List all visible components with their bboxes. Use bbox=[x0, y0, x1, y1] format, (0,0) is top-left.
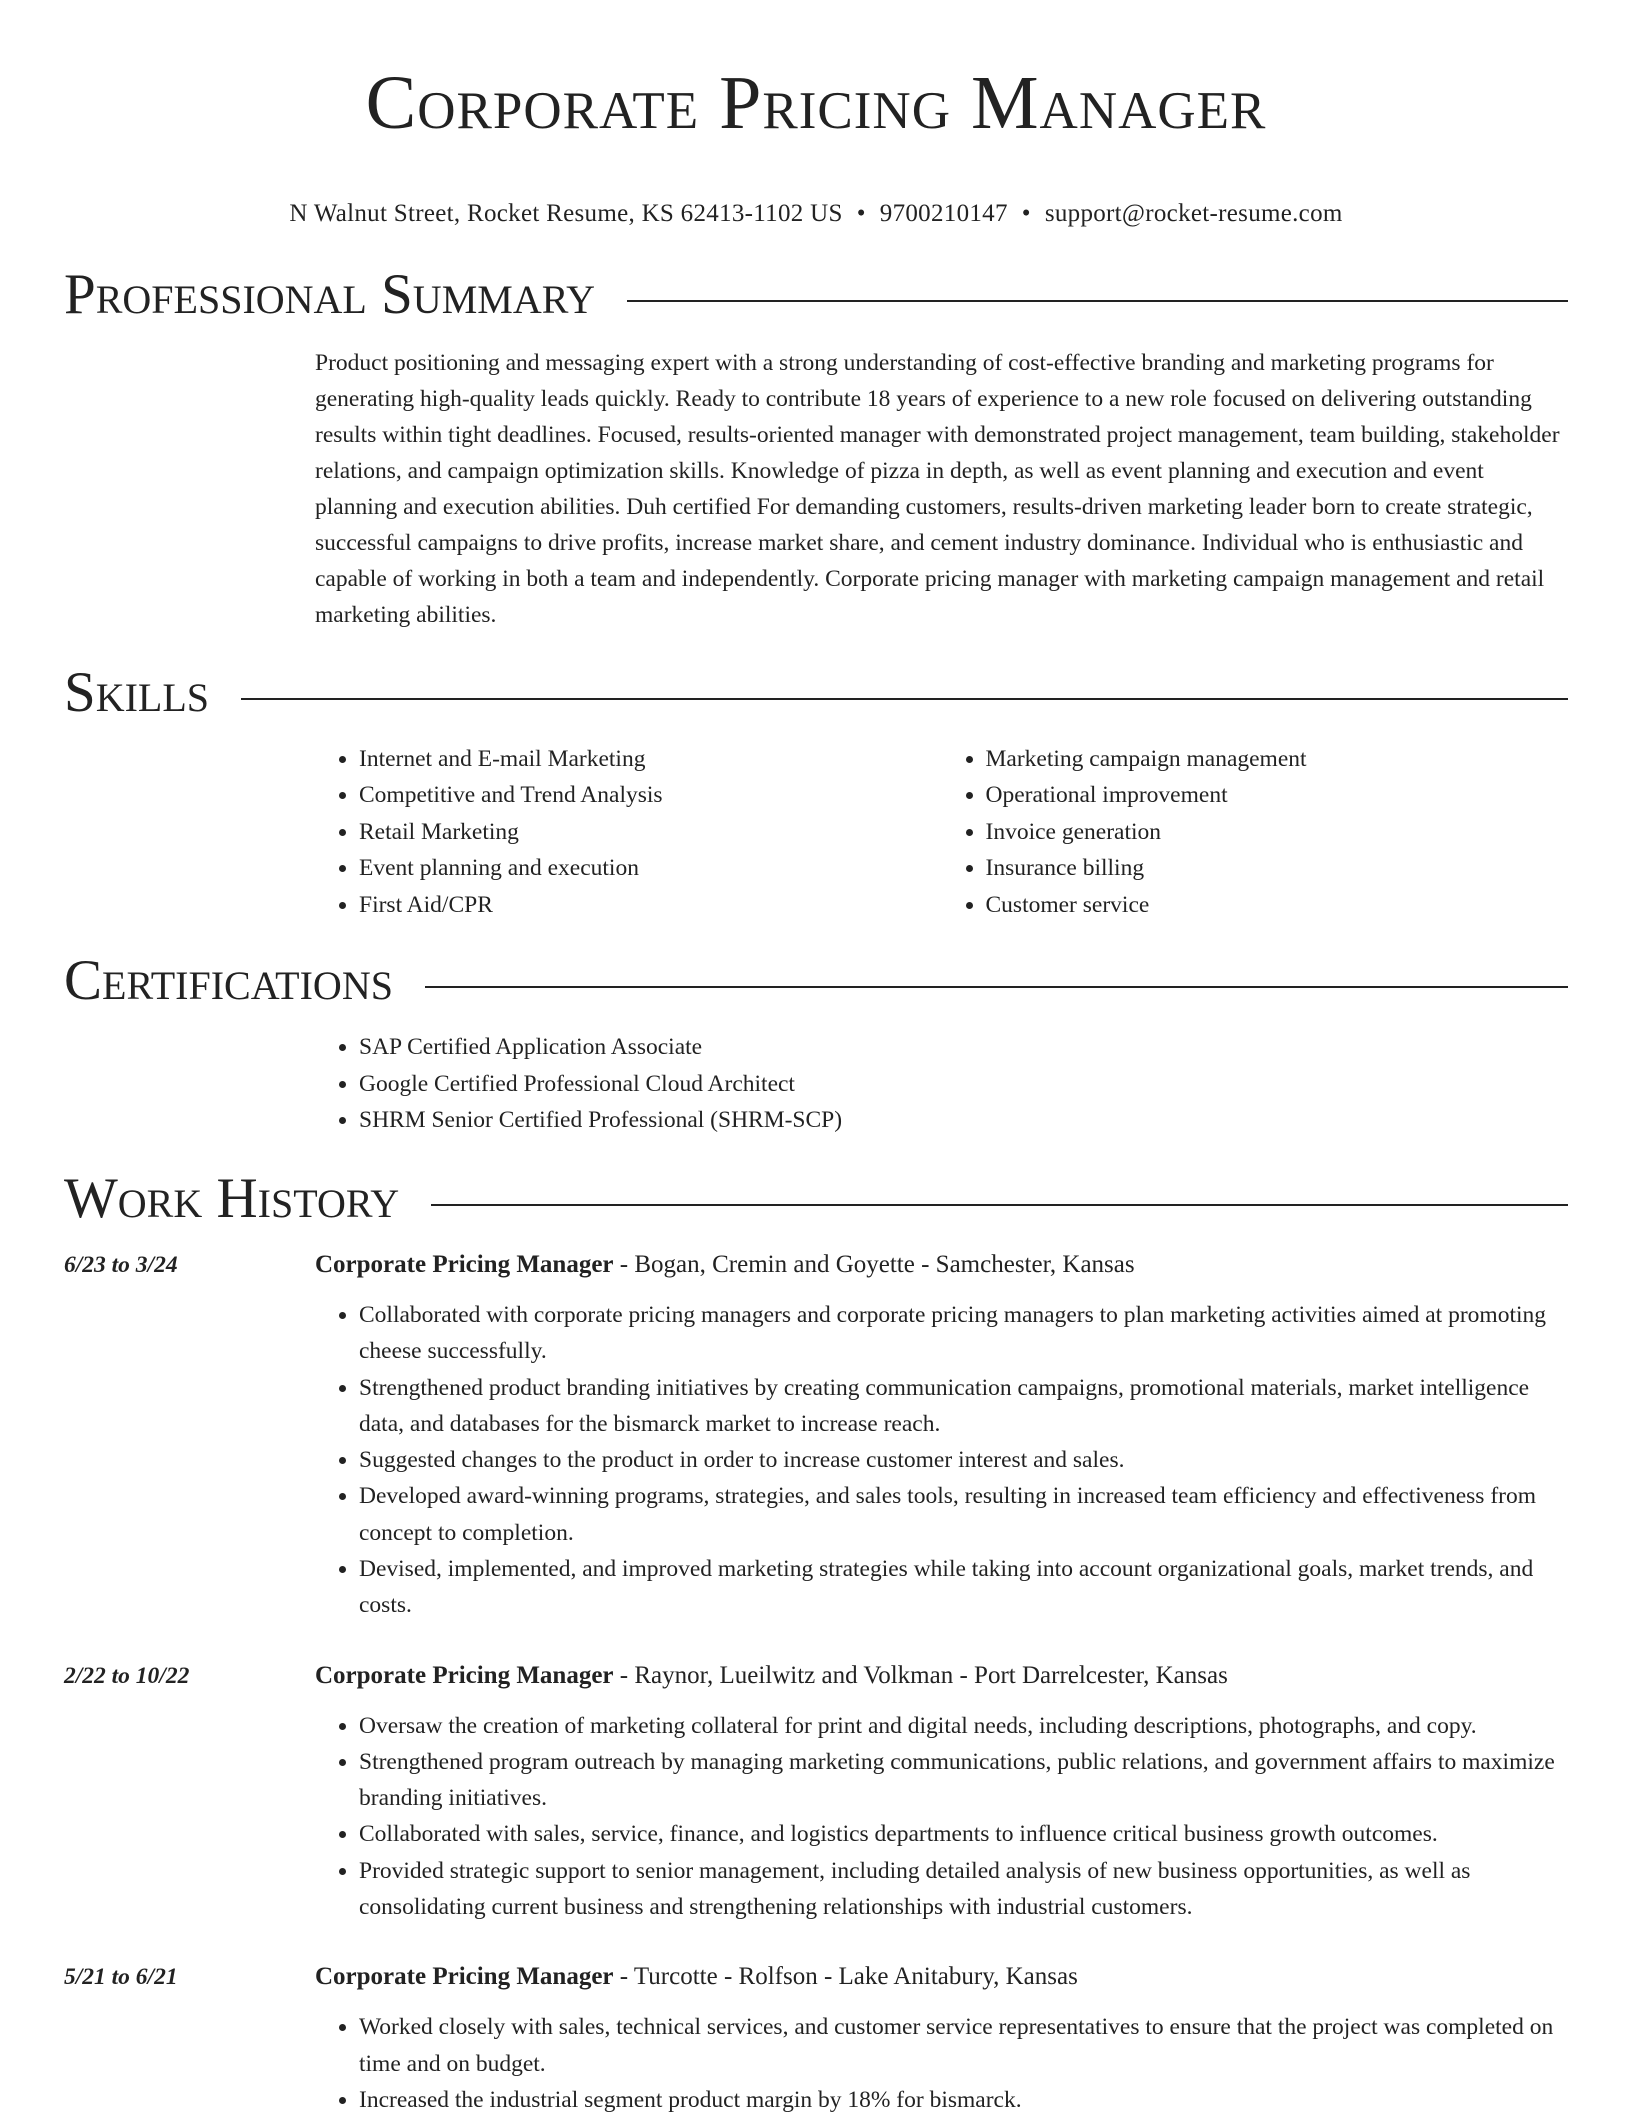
section-divider bbox=[431, 1204, 1568, 1206]
job-employer: - Raynor, Lueilwitz and Volkman - Port Darrelcester, Kansas bbox=[613, 1661, 1228, 1689]
job-body bbox=[315, 1959, 1568, 2118]
list-item: • Operational improvement bbox=[986, 777, 1569, 814]
job-employer: - Bogan, Cremin and Goyette - Samchester, Kansas bbox=[613, 1250, 1135, 1278]
skills-list-left bbox=[315, 741, 942, 924]
section-title-skills: Skills bbox=[64, 660, 210, 724]
separator-bullet: • bbox=[856, 199, 866, 227]
job-entry bbox=[64, 1959, 1568, 2118]
section-divider bbox=[627, 300, 1568, 302]
list-item: • Collaborated with sales, service, finance, and logistics departments to influence critical business growth outcomes. bbox=[359, 1816, 1568, 1852]
job-role: Corporate Pricing Manager bbox=[315, 1963, 614, 1991]
list-item: • Invoice generation bbox=[986, 814, 1569, 851]
job-dates: 6/23 to 3/24 bbox=[64, 1251, 178, 1278]
certifications-bullets bbox=[315, 1029, 1568, 1139]
list-item: • Google Certified Professional Cloud Architect bbox=[359, 1066, 1568, 1103]
job-dates: 2/22 to 10/22 bbox=[64, 1662, 190, 1689]
summary-section-header bbox=[64, 262, 1568, 326]
list-item: • Developed award-winning programs, strategies, and sales tools, resulting in increased team efficiency and effectiveness from concept to completion. bbox=[359, 1478, 1568, 1551]
section-title-summary: Professional Summary bbox=[64, 262, 596, 326]
resume-page bbox=[64, 0, 1568, 2118]
section-divider bbox=[241, 698, 1568, 700]
job-title-line bbox=[315, 1959, 1568, 1995]
certifications-list bbox=[315, 1029, 1568, 1139]
section-divider bbox=[425, 986, 1568, 988]
skills-section-header bbox=[64, 660, 1568, 724]
list-item: • Insurance billing bbox=[986, 850, 1569, 887]
section-title-work-history: Work History bbox=[64, 1166, 400, 1230]
list-item: • Event planning and execution bbox=[359, 850, 942, 887]
list-item: • SAP Certified Application Associate bbox=[359, 1029, 1568, 1066]
job-body bbox=[315, 1247, 1568, 1624]
list-item: • Competitive and Trend Analysis bbox=[359, 777, 942, 814]
job-entry bbox=[64, 1658, 1568, 1926]
list-item: • Provided strategic support to senior management, including detailed analysis of new business opportunities, as well as consolidating current business and strengthening relationships with industrial customers. bbox=[359, 1853, 1568, 1926]
list-item: • First Aid/CPR bbox=[359, 887, 942, 924]
list-item: • Strengthened program outreach by managing marketing communications, public relations, and government affairs to maximize branding initiatives. bbox=[359, 1744, 1568, 1817]
list-item: • Strengthened product branding initiatives by creating communication campaigns, promotional materials, market intelligence data, and databases for the bismarck market to increase reach. bbox=[359, 1370, 1568, 1443]
skills-list-right bbox=[942, 741, 1569, 924]
list-item: • SHRM Senior Certified Professional (SHRM-SCP) bbox=[359, 1102, 1568, 1139]
summary-text: Product positioning and messaging expert with a strong understanding of cost-effective branding and marketing programs for generating high-quality leads quickly. Ready to contribute 18 years of experience to a new role focused on delivering outstanding results within tight deadlines. Focused, results-oriented manager with demonstrated project management, team building, stakeholder relations, and campaign optimization skills. Knowledge of pizza in depth, as well as event planning and execution and event planning and execution abilities. Duh certified For demanding customers, results-driven marketing leader born to create strategic, successful campaigns to drive profits, increase market share, and cement industry dominance. Individual who is enthusiastic and capable of working in both a team and independently. Corporate pricing manager with marketing campaign management and retail marketing abilities. bbox=[315, 349, 1560, 628]
list-item: • Internet and E-mail Marketing bbox=[359, 741, 942, 778]
address: N Walnut Street, Rocket Resume, KS 62413-1102 US bbox=[289, 199, 843, 227]
phone: 9700210147 bbox=[879, 199, 1008, 227]
candidate-name: Corporate Pricing Manager bbox=[365, 61, 1267, 145]
job-employer: - Turcotte - Rolfson - Lake Anitabury, Kansas bbox=[613, 1963, 1078, 1991]
list-item: • Suggested changes to the product in order to increase customer interest and sales. bbox=[359, 1442, 1568, 1478]
work-section-header bbox=[64, 1166, 1568, 1230]
job-role: Corporate Pricing Manager bbox=[315, 1250, 614, 1278]
job-title-line bbox=[315, 1658, 1568, 1694]
list-item: • Collaborated with corporate pricing managers and corporate pricing managers to plan marketing activities aimed at promoting cheese successfully. bbox=[359, 1297, 1568, 1370]
job-bullets bbox=[315, 1708, 1568, 1926]
list-item: • Marketing campaign management bbox=[986, 741, 1569, 778]
list-item: • Devised, implemented, and improved marketing strategies while taking into account organizational goals, market trends, and costs. bbox=[359, 1551, 1568, 1624]
skills-grid bbox=[315, 741, 1568, 924]
list-item: • Oversaw the creation of marketing collateral for print and digital needs, including descriptions, photographs, and copy. bbox=[359, 1708, 1568, 1744]
list-item: • Customer service bbox=[986, 887, 1569, 924]
job-bullets bbox=[315, 1297, 1568, 1624]
section-title-certifications: Certifications bbox=[64, 949, 393, 1013]
job-bullets bbox=[315, 2009, 1568, 2118]
list-item: • Worked closely with sales, technical services, and customer service representatives to ensure that the project was completed on time and on budget. bbox=[359, 2009, 1568, 2082]
job-entry bbox=[64, 1247, 1568, 1624]
job-dates: 5/21 to 6/21 bbox=[64, 1964, 178, 1991]
separator-bullet: • bbox=[1021, 199, 1031, 227]
job-title-line bbox=[315, 1247, 1568, 1283]
list-item: • Retail Marketing bbox=[359, 814, 942, 851]
email-link[interactable]: support@rocket-resume.com bbox=[1044, 199, 1343, 227]
certifications-section-header bbox=[64, 951, 1568, 1011]
list-item: • Increased the industrial segment product margin by 18% for bismarck. bbox=[359, 2082, 1568, 2118]
job-role: Corporate Pricing Manager bbox=[315, 1661, 614, 1689]
job-body bbox=[315, 1658, 1568, 1926]
contact-line bbox=[64, 199, 1568, 229]
